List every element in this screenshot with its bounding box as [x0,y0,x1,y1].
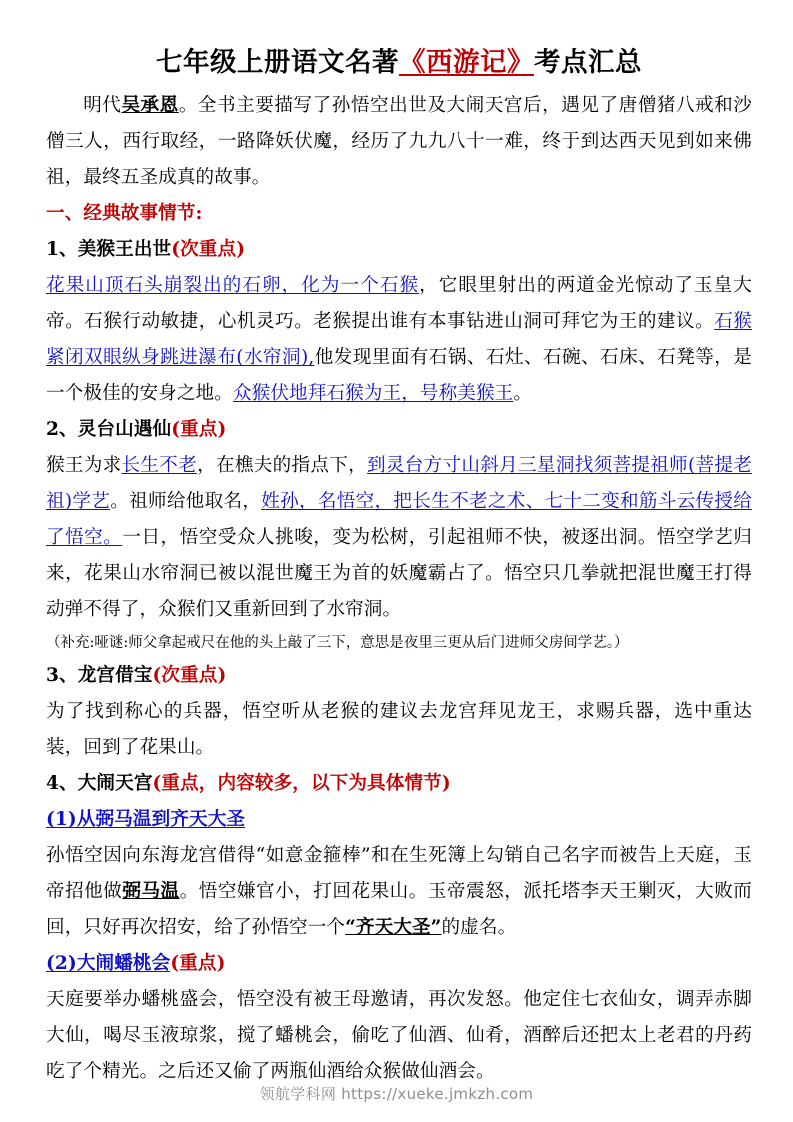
heading-item-4-title: 大闹天宫 [77,773,153,795]
heading-item-1 [46,232,752,268]
paragraph-item-1 [46,268,752,412]
text-2a: 猴王为求 [46,455,122,477]
heading-item-1-number: 1、 [46,239,78,261]
highlight-blue-2d: 到灵台方寸山斜月三星洞找须菩提祖师(菩提老祖)学艺 [46,455,752,513]
author-name: 吴承恩 [121,95,179,117]
intro-run-body: 。全书主要描写了孙悟空出世及大闹天宫后，遇见了唐僧猪八戒和沙僧三人，西行取经，一路降妖伏魔，经历了九九八十一难，终于到达西天见到如来佛祖，最终五圣成真的故事。 [46,95,752,189]
paragraph-item-3: 为了找到称心的兵器，悟空听从老猴的建议去龙宫拜见龙王，求赐兵器，选中重达装，回到了花果山。 [46,701,752,759]
heading-item-2-number: 2、 [46,419,78,441]
heading-item-2-tag: (重点) [171,419,227,441]
emphasis-bimawen: 弼马温 [122,881,180,903]
text-1b: ，它眼里射出的两道金光惊动了玉皇大帝。石猴行动敏捷，心机灵巧。老猴提出谁有本事钻进山洞可拜它为王的建议。 [46,275,752,333]
text-4c: 。悟空嫌官小，打回花果山。玉帝震怒，派托塔李天王剿灭，大败而回，只好再次招安，给了孙悟空一个 [46,881,752,939]
section-heading-classic-plots: 一、经典故事情节: [46,203,203,225]
heading-item-4-sub-2 [46,946,752,982]
heading-item-3-number: 3、 [46,665,78,687]
heading-item-4-sub-1 [46,802,752,838]
heading-item-4-number: 4、 [46,773,78,795]
emphasis-qitiandasheng: “齐天大圣” [345,917,442,939]
heading-item-4-sub-2-label: (2)大闹蟠桃会 [46,953,171,975]
paragraph-item-4-sub-2: 天庭要举办蟠桃盛会，悟空没有被王母邀请，再次发怒。他定住七衣仙女，调弄赤脚大仙，喝尽玉液琼浆，搅了蟠桃会，偷吃了仙酒、仙肴，酒醉后还把太上老君的丹药吃了个精光。之后还又偷了两瓶仙酒给众猴做仙酒会。 [46,989,752,1083]
highlight-blue-2b: 长生不老 [121,455,198,477]
footer-watermark: 领航学科网 https://xueke.jmkzh.com [259,1085,534,1103]
heading-item-1-title: 美猴王出世 [77,239,172,261]
intro-run-prefix: 明代 [83,95,122,117]
intro-paragraph [46,88,752,196]
heading-item-4-sub-2-tag: (重点) [170,953,226,975]
title-part-suffix: 考点汇总 [534,47,642,78]
document-content [46,0,752,1090]
heading-item-4-sub-1-label: (1)从弼马温到齐天大圣 [46,809,246,831]
text-2e: 。祖师给他取名， [110,491,262,513]
text-4a: 孙悟空因向东海龙宫借得“如意金箍棒”和在生死簿上勾销自己名字而被告上天庭，玉帝招他做 [46,845,752,903]
highlight-blue-1c: 石猴紧闭双眼纵身跳进瀑布(水帘洞), [46,311,752,369]
highlight-blue-1e: 众猴伏地拜石猴为王，号称美猴王 [232,383,514,405]
heading-item-2 [46,412,752,448]
highlight-blue-2f: 姓孙，名悟空，把长生不老之术、七十二变和筋斗云传授给了悟空。 [46,491,752,549]
title-part-booktitle: 《西游记》 [399,47,534,78]
supplement-note-item-2: （补充:哑谜:师父拿起戒尺在他的头上敲了三下，意思是夜里三更从后门进师父房间学艺。） [46,635,629,652]
heading-item-3 [46,658,752,694]
heading-item-1-tag: (次重点) [171,239,246,261]
text-2c: ，在樵夫的指点下， [197,455,367,477]
text-2g: 一日，悟空受众人挑唆，变为松树，引起祖师不快，被逐出洞。悟空学艺归来，花果山水帘洞已被以混世魔王为首的妖魔霸占了。悟空只几拳就把混世魔王打得动弹不得了，众猴们又重新回到了水帘洞。 [46,527,752,621]
heading-item-4 [46,766,752,802]
heading-item-2-title: 灵台山遇仙 [77,419,172,441]
text-1f: 。 [513,383,533,405]
title-part-prefix: 七年级上册语文名著 [156,47,399,78]
heading-item-3-tag: (次重点) [152,665,227,687]
text-4e: 的虚名。 [441,917,517,939]
paragraph-item-2 [46,448,752,628]
paragraph-item-4-sub-1 [46,838,752,946]
page-title [46,0,752,84]
text-1d: 他发现里面有石锅、石灶、石碗、石床、石凳等，是一个极佳的安身之地。 [46,347,752,405]
highlight-blue-1a: 花果山顶石头崩裂出的石卵，化为一个石猴 [46,275,420,297]
heading-item-3-title: 龙宫借宝 [77,665,153,687]
heading-item-4-tag: (重点，内容较多，以下为具体情节) [152,773,451,795]
